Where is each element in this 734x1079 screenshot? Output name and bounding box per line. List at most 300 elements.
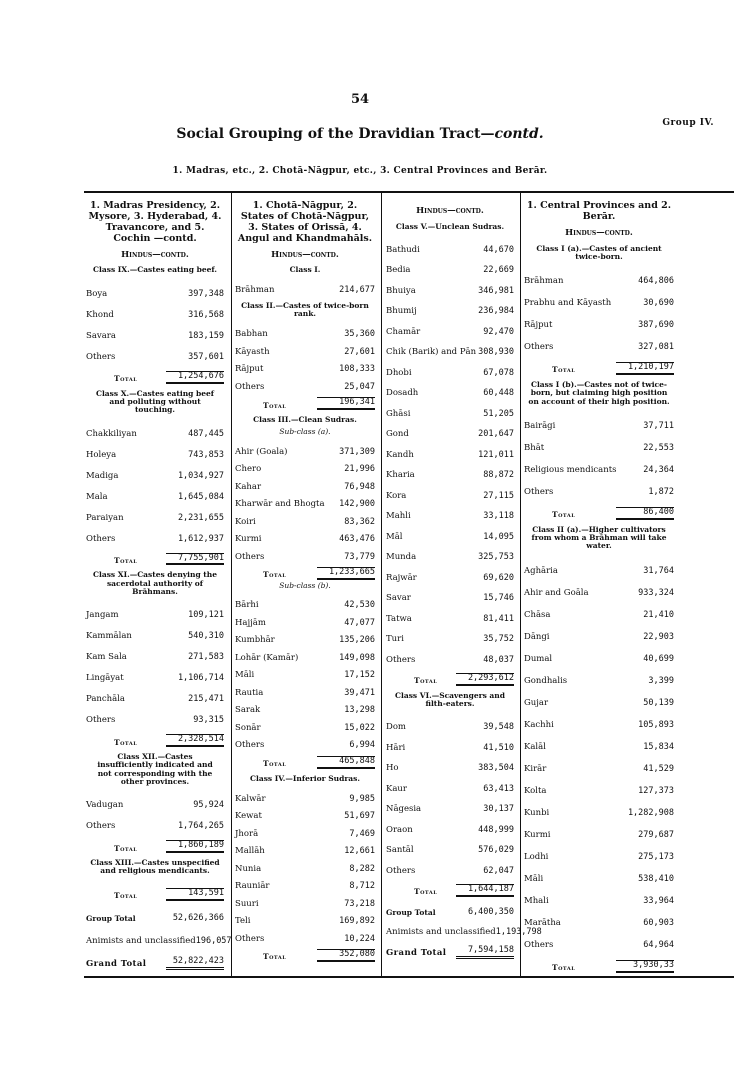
table-row	[235, 664, 375, 682]
class-title: Class I (b).—Castes not of twice-born, but claiming high position on account of their high position.	[528, 380, 670, 406]
row-value: 127,373	[638, 785, 674, 796]
row-value: 39,471	[344, 687, 375, 698]
row-value: 105,893	[638, 719, 674, 730]
table-row	[524, 599, 674, 621]
class-rows	[524, 265, 674, 353]
row-value: 37,711	[643, 421, 674, 432]
row-value: 24,364	[643, 465, 674, 476]
row-label: Others	[524, 342, 554, 353]
table-row	[386, 774, 514, 795]
row-value: 67,078	[483, 367, 514, 378]
row-label: Chakkiliyan	[86, 428, 137, 439]
animists-row: Animists and unclassified 1,193,798	[386, 927, 542, 938]
row-value: 1,106,714	[177, 673, 224, 684]
table-row	[524, 621, 674, 643]
table-row	[386, 276, 514, 297]
row-value: 92,470	[483, 326, 514, 337]
row-value: 121,011	[478, 449, 514, 460]
row-value: 8,282	[349, 863, 375, 874]
row-label: Nāgesia	[386, 804, 422, 815]
table-row	[386, 836, 514, 857]
table-row	[235, 279, 375, 297]
table-row	[524, 929, 674, 951]
row-label: Others	[524, 939, 554, 950]
row-value: 2,328,514	[166, 734, 224, 747]
row-label: Dom	[386, 722, 406, 733]
row-label: Kam Sala	[86, 652, 127, 663]
row-label: Bhāt	[524, 443, 545, 454]
row-value: 327,081	[638, 342, 674, 353]
table-row	[386, 543, 514, 564]
row-label: Rautia	[235, 687, 264, 698]
table-row	[86, 663, 224, 684]
row-label: Kurmi	[524, 829, 551, 840]
row-value: 76,948	[344, 481, 375, 492]
row-label: Kaur	[386, 783, 407, 794]
table-row	[86, 460, 224, 481]
table-row	[235, 375, 375, 393]
row-value: 51,205	[483, 408, 514, 419]
table-row	[386, 645, 514, 666]
row-label: Kandh	[386, 449, 414, 460]
row-label: Teli	[235, 916, 251, 927]
table-row	[235, 909, 375, 927]
row-label: Others	[386, 865, 416, 876]
table-row	[235, 629, 375, 647]
row-value: 64,964	[643, 939, 674, 950]
class-title: Class IV.—Inferior Sudras.	[250, 773, 360, 783]
row-value: 35,752	[483, 634, 514, 645]
row-value: 215,471	[188, 694, 224, 705]
row-value: 63,413	[483, 783, 514, 794]
row-value: 12,661	[344, 846, 375, 857]
row-label: Rajwār	[386, 572, 417, 583]
table-row	[386, 502, 514, 523]
table-row	[524, 775, 674, 797]
row-value: 540,310	[188, 631, 224, 642]
table-row	[235, 440, 375, 458]
row-label: Ahir (Goala)	[235, 446, 288, 457]
section-title: Hindus—contd.	[271, 249, 339, 260]
section-title: Hindus—contd.	[416, 206, 484, 216]
row-value: 60,448	[483, 388, 514, 399]
row-value: 33,118	[483, 511, 514, 522]
total-row: Total 465,848	[263, 755, 375, 769]
row-label: Khond	[86, 309, 114, 320]
table-row	[386, 235, 514, 256]
row-label: Paraiyan	[86, 512, 124, 523]
row-value: 271,583	[188, 652, 224, 663]
row-value: 83,362	[344, 516, 375, 527]
row-value: 69,620	[483, 572, 514, 583]
data-table	[84, 191, 734, 978]
table-row	[86, 321, 224, 342]
table-row	[86, 642, 224, 663]
table-row	[386, 256, 514, 277]
table-row	[524, 410, 674, 432]
row-value: 1,872	[648, 487, 674, 498]
row-value: 73,218	[344, 898, 375, 909]
row-value: 39,548	[483, 722, 514, 733]
table-row	[86, 811, 224, 832]
table-row	[86, 439, 224, 460]
row-label: Dumal	[524, 653, 553, 664]
table-row	[235, 681, 375, 699]
grand-total-row: Grand Total 7,594,158	[386, 944, 514, 958]
table-row	[386, 856, 514, 877]
class-groups	[86, 266, 224, 900]
row-label: Mahli	[386, 511, 411, 522]
row-label: Savara	[86, 330, 116, 341]
row-label: Nunia	[235, 863, 262, 874]
table-row	[86, 481, 224, 502]
row-value: 15,834	[643, 741, 674, 752]
table-row	[86, 705, 224, 726]
table-row	[524, 265, 674, 287]
total-row	[86, 726, 224, 747]
row-label: Babhan	[235, 329, 268, 340]
row-value: 15,746	[483, 593, 514, 604]
row-value: 1,645,084	[177, 491, 224, 502]
row-label: Others	[235, 933, 265, 944]
row-label: Dāngi	[524, 631, 550, 642]
table-row	[235, 822, 375, 840]
row-label: Brāhman	[524, 276, 564, 287]
row-value: 135,206	[339, 635, 375, 646]
row-value: 383,504	[478, 763, 514, 774]
table-row	[524, 287, 674, 309]
row-label: Holeya	[86, 449, 117, 460]
row-label: Kurmi	[235, 534, 262, 545]
row-label: Bathudi	[386, 244, 420, 255]
row-value: 387,690	[638, 320, 674, 331]
total-row: Total 2,293,612	[414, 673, 514, 686]
row-value: 17,152	[344, 670, 375, 681]
table-row	[386, 338, 514, 359]
row-value: 27,601	[344, 346, 375, 357]
row-label: Bedia	[386, 265, 411, 276]
table-row	[235, 458, 375, 476]
row-label: Dhobi	[386, 367, 412, 378]
row-label: Boya	[86, 288, 108, 299]
row-value: 30,690	[643, 298, 674, 309]
table-row	[235, 804, 375, 822]
row-value: 397,348	[188, 288, 224, 299]
group-label: Group IV.	[662, 118, 714, 128]
row-value: 9,985	[349, 793, 375, 804]
table-row	[524, 309, 674, 331]
row-label: Sarak	[235, 705, 261, 716]
row-value: 1,254,676	[166, 371, 224, 384]
row-label: Jangam	[86, 610, 119, 621]
class-title: Class II.—Castes of twice-born rank.	[241, 301, 369, 319]
table-row	[235, 646, 375, 664]
table-row	[524, 885, 674, 907]
row-value: 3,399	[648, 675, 674, 686]
row-label: Gondhalis	[524, 675, 568, 686]
row-label: Chāsa	[524, 609, 551, 620]
row-value: 14,095	[483, 531, 514, 542]
subclass-title: Sub-class (b).	[279, 581, 331, 591]
class-title: Class XII.—Castes insufficiently indicated and not corresponding with the other provinces.	[97, 752, 213, 786]
row-label: Kewat	[235, 811, 262, 822]
table-row	[235, 493, 375, 511]
row-value: 35,360	[344, 329, 375, 340]
page-number: 54	[350, 92, 370, 107]
row-value: 538,410	[638, 873, 674, 884]
row-label: Kachhi	[524, 719, 554, 730]
class-title: Class VI.—Scavengers and filth-eaters.	[395, 691, 505, 709]
row-value: 7,469	[349, 828, 375, 839]
row-value: 21,996	[344, 464, 375, 475]
total-row	[86, 363, 224, 384]
row-label: Kammālan	[86, 631, 132, 642]
class-rows	[235, 323, 375, 393]
table-row	[86, 300, 224, 321]
row-label: Māli	[524, 873, 544, 884]
table-row	[524, 665, 674, 687]
row-value: 169,892	[339, 916, 375, 927]
row-label: Others	[235, 740, 265, 751]
row-value: 743,853	[188, 449, 224, 460]
table-row	[524, 731, 674, 753]
column-divider	[520, 193, 521, 976]
row-label: Others	[235, 381, 265, 392]
table-row	[386, 461, 514, 482]
row-value: 47,077	[344, 617, 375, 628]
row-label: Chik (Barik) and Pān	[386, 347, 477, 358]
row-value: 62,047	[483, 865, 514, 876]
row-label: Kirār	[524, 763, 547, 774]
row-value: 41,529	[643, 763, 674, 774]
row-label: Others	[86, 533, 116, 544]
row-label: Savar	[386, 593, 411, 604]
table-row	[235, 892, 375, 910]
table-row	[235, 475, 375, 493]
row-value: 60,903	[643, 917, 674, 928]
class-rows	[524, 410, 674, 498]
total-row	[86, 544, 224, 565]
row-label: Kharwār and Bhogta	[235, 499, 325, 510]
class-rows	[235, 279, 375, 297]
row-label: Total	[114, 374, 138, 384]
row-label: Rājput	[524, 320, 553, 331]
table-row	[524, 907, 674, 929]
row-value: 22,903	[643, 631, 674, 642]
column-divider	[231, 193, 232, 976]
class-title: Class III.—Clean Sudras.	[253, 415, 357, 425]
total-row: Total 1,210,197	[552, 362, 674, 375]
row-label: Kharia	[386, 470, 415, 481]
row-value: 95,924	[193, 800, 224, 811]
table-row	[386, 379, 514, 400]
row-value: 22,669	[483, 265, 514, 276]
table-row	[235, 927, 375, 945]
row-label: Chero	[235, 464, 262, 475]
row-label: Total	[114, 555, 138, 565]
row-value: 13,298	[344, 705, 375, 716]
row-value: 50,139	[643, 697, 674, 708]
row-value: 42,530	[344, 600, 375, 611]
row-value: 81,411	[483, 613, 514, 624]
row-value: 25,047	[344, 381, 375, 392]
row-value: 88,872	[483, 470, 514, 481]
table-row	[524, 476, 674, 498]
table-row	[235, 611, 375, 629]
row-label: Mala	[86, 491, 108, 502]
table-row	[86, 684, 224, 705]
total-row: Total 3,930,33	[552, 959, 674, 972]
row-label: Lingāyat	[86, 673, 124, 684]
table-row	[386, 399, 514, 420]
column-divider	[381, 193, 382, 976]
row-value: 15,022	[344, 722, 375, 733]
table-row	[524, 709, 674, 731]
row-value: 51,697	[344, 811, 375, 822]
table-row	[86, 790, 224, 811]
table-row	[86, 600, 224, 621]
table-row	[386, 584, 514, 605]
row-label: Others	[386, 654, 416, 665]
row-value: 22,553	[643, 443, 674, 454]
class-title: Class XI.—Castes denying the sacerdotal authority of Brāhmans.	[93, 570, 217, 596]
table-row	[524, 687, 674, 709]
row-label: Aghāria	[524, 565, 558, 576]
table-row	[235, 510, 375, 528]
table-row	[86, 621, 224, 642]
table-row	[386, 563, 514, 584]
table-row	[524, 841, 674, 863]
row-label: Rauniār	[235, 881, 270, 892]
table-row	[386, 317, 514, 338]
row-value: 464,806	[638, 276, 674, 287]
row-label: Total	[114, 891, 138, 901]
row-value: 149,098	[339, 652, 375, 663]
row-value: 1,860,189	[166, 840, 224, 853]
row-label: Religious mendicants	[524, 465, 617, 476]
table-row	[235, 358, 375, 376]
row-value: 48,037	[483, 654, 514, 665]
title-contd: contd.	[494, 126, 544, 142]
table-row	[235, 323, 375, 341]
table-row	[386, 297, 514, 318]
class-title: Class X.—Castes eating beef and polluting without touching.	[95, 388, 215, 415]
total-row: Total 352,080	[263, 949, 375, 962]
row-value: 30,137	[483, 804, 514, 815]
row-value: 31,764	[643, 565, 674, 576]
row-value: 316,568	[188, 309, 224, 320]
row-label: Vadugan	[86, 800, 124, 811]
table-row	[386, 358, 514, 379]
subclass-title: Sub-class (a).	[279, 427, 331, 437]
row-value: 448,999	[478, 824, 514, 835]
row-value: 21,410	[643, 609, 674, 620]
row-value: 346,981	[478, 285, 514, 296]
section-title: Hindus—contd.	[565, 227, 633, 238]
table-row	[386, 815, 514, 836]
row-label: Kahar	[235, 481, 262, 492]
table-row	[386, 795, 514, 816]
class-title: Class I.	[289, 265, 321, 275]
table-row	[235, 734, 375, 752]
row-label: Gond	[386, 429, 409, 440]
class-title: Class V.—Unclean Sudras.	[395, 221, 505, 231]
row-label: Hajjām	[235, 617, 266, 628]
table-row	[386, 604, 514, 625]
total-row: Total 86,400	[552, 507, 674, 520]
row-value: 1,612,937	[177, 533, 224, 544]
row-label: Kolta	[524, 785, 547, 796]
page-title	[0, 126, 720, 142]
total-row: Total 1,233,665	[263, 567, 375, 580]
table-row	[386, 733, 514, 754]
row-value: 308,930	[478, 347, 514, 358]
row-label: Turi	[386, 634, 404, 645]
row-label: Total	[114, 737, 138, 747]
table-row	[235, 340, 375, 358]
table-row	[235, 545, 375, 563]
row-label: Bairāgi	[524, 421, 556, 432]
row-value: 73,779	[344, 551, 375, 562]
row-label: Rājput	[235, 364, 264, 375]
row-value: 41,510	[483, 742, 514, 753]
table-row	[235, 594, 375, 612]
table-row	[235, 699, 375, 717]
row-value: 40,699	[643, 653, 674, 664]
row-label: Kora	[386, 490, 407, 501]
animists-row: Animists and unclassified 196,057	[86, 935, 232, 946]
row-label: Hāri	[386, 742, 406, 753]
total-row	[86, 832, 224, 853]
row-label: Marātha	[524, 917, 561, 928]
row-label: Suuri	[235, 898, 259, 909]
row-value: 201,647	[478, 429, 514, 440]
class-title: Class I (a).—Castes of ancient twice-born.	[536, 243, 662, 261]
class-title: Class IX.—Castes eating beef.	[93, 265, 217, 275]
row-label: Tatwa	[386, 613, 412, 624]
table-row	[86, 418, 224, 439]
row-label: Brāhman	[235, 285, 275, 296]
row-label: Mhali	[524, 895, 549, 906]
row-label: Madiga	[86, 470, 119, 481]
total-row	[86, 880, 224, 901]
row-label: Munda	[386, 552, 417, 563]
class-title: Class XIII.—Castes unspecified and religious mendicants.	[90, 858, 220, 876]
row-value: 44,670	[483, 244, 514, 255]
row-label: Others	[86, 821, 116, 832]
row-value: 1,764,265	[177, 821, 224, 832]
row-label: Ho	[386, 763, 399, 774]
row-value: 2,231,655	[177, 512, 224, 523]
row-label: Santāl	[386, 845, 414, 856]
row-value: 108,333	[339, 364, 375, 375]
row-value: 214,677	[339, 285, 375, 296]
class-rows	[235, 787, 375, 945]
row-label: Oraon	[386, 824, 413, 835]
column-heading: 1. Madras Presidency, 2. Mysore, 3. Hyderabad, 4. Travancore, and 5. Cochin —contd.	[88, 200, 222, 244]
row-value: 463,476	[339, 534, 375, 545]
table-row	[524, 863, 674, 885]
row-value: 109,121	[188, 610, 224, 621]
row-value: 1,034,927	[177, 470, 224, 481]
grand-total-row: Grand Total 52,822,423	[86, 955, 224, 969]
table-row	[86, 342, 224, 363]
row-label: Bhumij	[386, 306, 417, 317]
table-row	[386, 625, 514, 646]
row-label: Ahir and Goāla	[524, 587, 589, 598]
table-row	[386, 420, 514, 441]
group-total-row: Group Total 6,400,350	[386, 906, 514, 917]
